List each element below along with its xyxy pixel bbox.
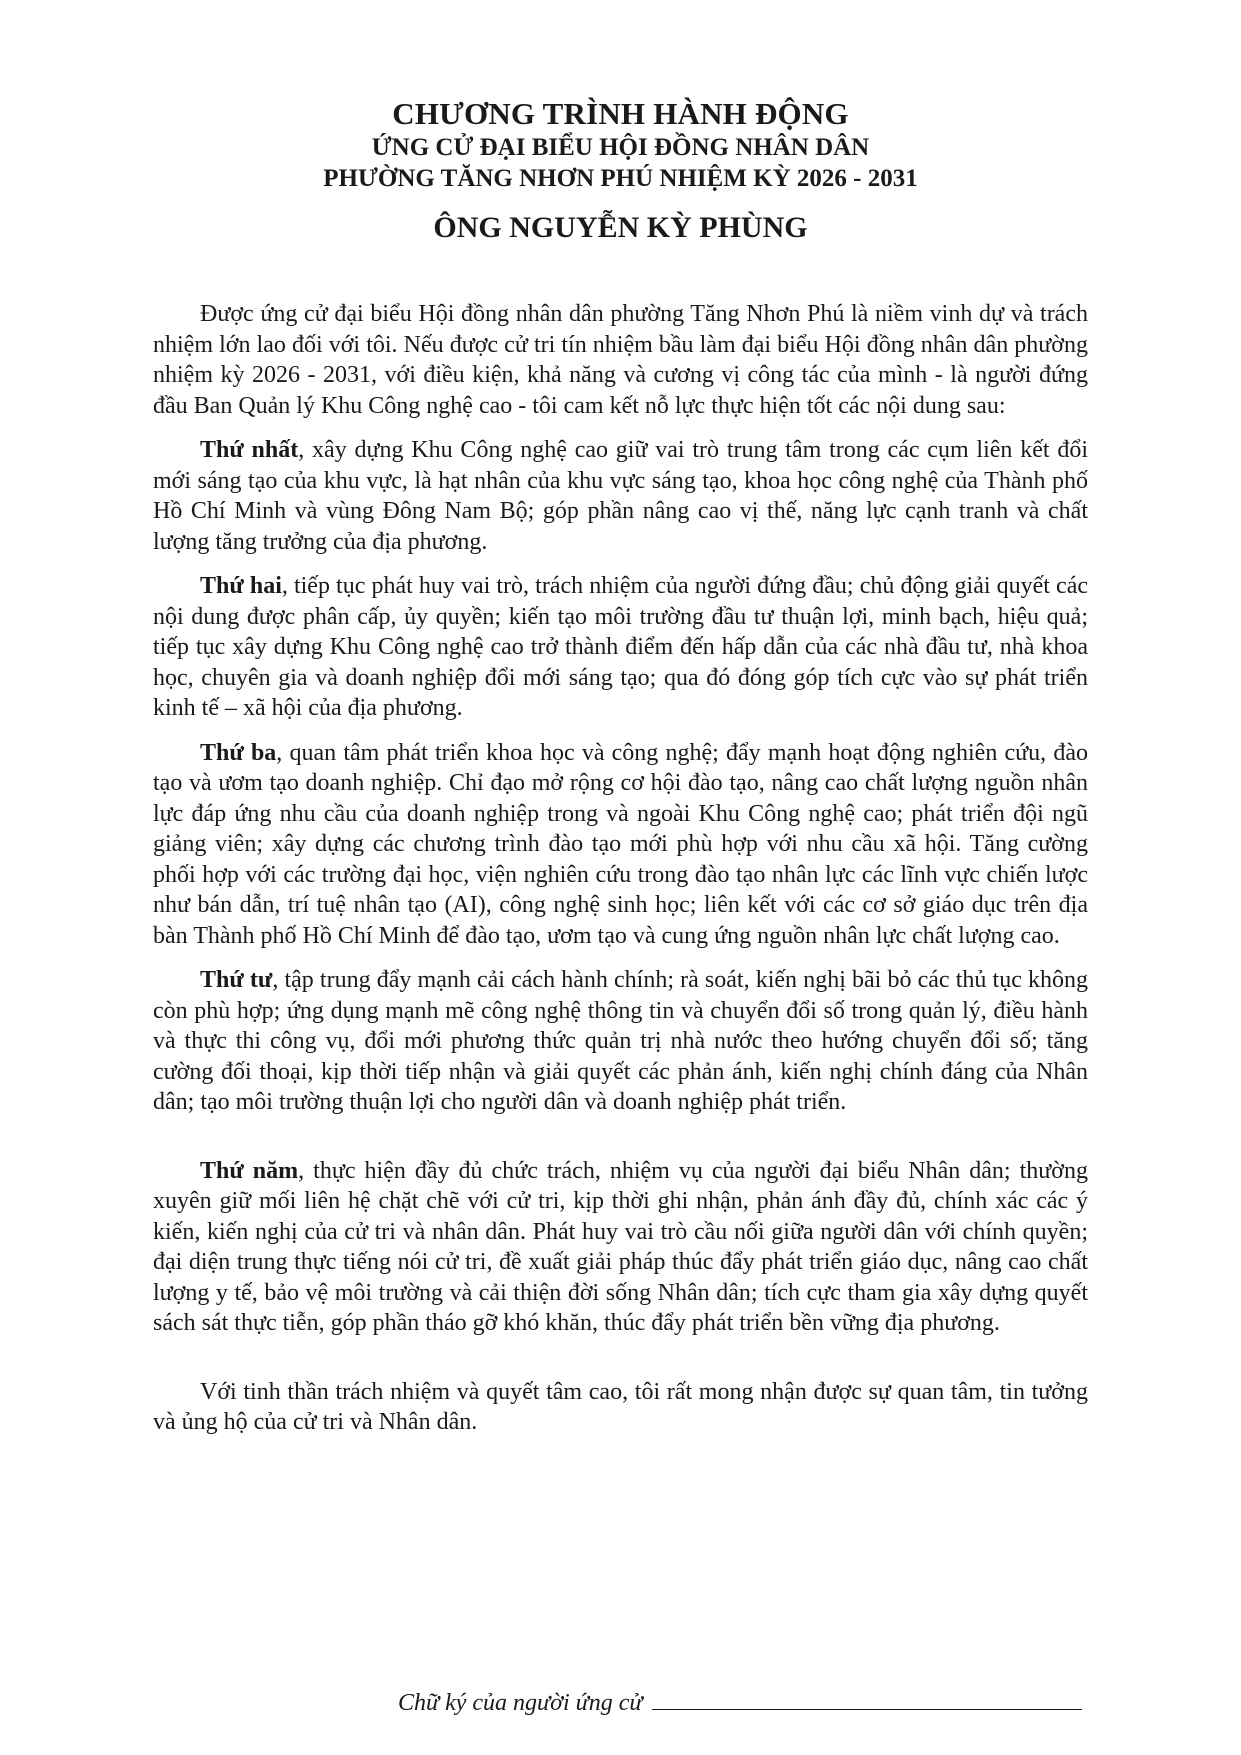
point-paragraph-4 (153, 965, 1088, 1118)
point-lead-3: Thứ ba (200, 739, 277, 766)
point-text-4: , tập trung đẩy mạnh cải cách hành chính; rà soát, kiến nghị bãi bỏ các thủ tục không còn phù hợp; ứng dụng mạnh mẽ công nghệ thông tin và chuyển đổi số trong quản lý, điều hành và thực thi công vụ, đổi mới phương thức quản trị nhà nước theo hướng chuyển đổi số; tăng cường đối thoại, kịp thời tiếp nhận và giải quyết các phản ánh, kiến nghị chính đáng của Nhân dân; tạo môi trường thuận lợi cho người dân và doanh nghiệp phát triển. (153, 967, 1088, 1115)
point-text-2: , tiếp tục phát huy vai trò, trách nhiệm của người đứng đầu; chủ động giải quyết các nội dung được phân cấp, ủy quyền; kiến tạo môi trường đầu tư thuận lợi, minh bạch, hiệu quả; tiếp tục xây dựng Khu Công nghệ cao trở thành điểm đến hấp dẫn của các nhà đầu tư, nhà khoa học, chuyên gia và doanh nghiệp đổi mới sáng tạo; qua đó đóng góp tích cực vào sự phát triển kinh tế – xã hội của địa phương. (153, 573, 1088, 721)
signature-line[interactable] (652, 1689, 1082, 1710)
document-subtitle-1: ỨNG CỬ ĐẠI BIỂU HỘI ĐỒNG NHÂN DÂN (371, 134, 870, 161)
point-lead-1: Thứ nhất (200, 437, 299, 463)
point-lead-5: Thứ năm (200, 1157, 299, 1184)
signature-block (398, 1688, 1098, 1718)
document-title: CHƯƠNG TRÌNH HÀNH ĐỘNG (392, 96, 849, 131)
point-text-1: , xây dựng Khu Công nghệ cao giữ vai trò trung tâm trong các cụm liên kết đổi mới sáng tạo của khu vực, là hạt nhân của khu vực sáng tạo, khoa học công nghệ của Thành phố Hồ Chí Minh và vùng Đông Nam Bộ; góp phần nâng cao vị thế, năng lực cạnh tranh và chất lượng tăng trưởng của địa phương. (153, 437, 1088, 555)
document-subtitle-2: PHƯỜNG TĂNG NHƠN PHÚ NHIỆM KỲ 2026 - 2031 (323, 165, 918, 192)
point-paragraph-1 (153, 435, 1088, 557)
point-paragraph-2 (153, 571, 1088, 724)
point-lead-4: Thứ tư (200, 967, 273, 993)
signature-label: Chữ ký của người ứng cử (398, 1690, 643, 1716)
point-paragraph-3 (153, 738, 1088, 952)
point-paragraph-5 (153, 1156, 1088, 1339)
candidate-name: ÔNG NGUYỄN KỲ PHÙNG (433, 211, 808, 244)
intro-paragraph: Được ứng cử đại biểu Hội đồng nhân dân phường Tăng Nhơn Phú là niềm vinh dự và trách nhiệm lớn lao đối với tôi. Nếu được cử tri tín nhiệm bầu làm đại biểu Hội đồng nhân dân phường nhiệm kỳ 2026 - 2031, với điều kiện, khả năng và cương vị công tác của mình - là người đứng đầu Ban Quản lý Khu Công nghệ cao - tôi cam kết nỗ lực thực hiện tốt các nội dung sau: (153, 301, 1088, 419)
point-text-5: , thực hiện đầy đủ chức trách, nhiệm vụ của người đại biểu Nhân dân; thường xuyên giữ mối liên hệ chặt chẽ với cử tri, kịp thời ghi nhận, phản ánh đầy đủ, chính xác các ý kiến, kiến nghị của cử tri và nhân dân. Phát huy vai trò cầu nối giữa người dân với chính quyền; đại diện trung thực tiếng nói cử tri, đề xuất giải pháp thúc đẩy phát triển giáo dục, nâng cao chất lượng y tế, bảo vệ môi trường và cải thiện đời sống Nhân dân; tích cực tham gia xây dựng quyết sách sát thực tiễn, góp phần tháo gỡ khó khăn, thúc đẩy phát triển bền vững địa phương. (153, 1157, 1088, 1336)
document-body (153, 299, 1088, 1438)
closing-paragraph: Với tinh thần trách nhiệm và quyết tâm cao, tôi rất mong nhận được sự quan tâm, tin tưởng và ủng hộ của cử tri và Nhân dân. (153, 1378, 1088, 1435)
point-text-3: , quan tâm phát triển khoa học và công nghệ; đẩy mạnh hoạt động nghiên cứu, đào tạo và ươm tạo doanh nghiệp. Chỉ đạo mở rộng cơ hội đào tạo, nâng cao chất lượng nguồn nhân lực đáp ứng nhu cầu của doanh nghiệp trong và ngoài Khu Công nghệ cao; phát triển đội ngũ giảng viên; xây dựng các chương trình đào tạo mới phù hợp với nhu cầu xã hội. Tăng cường phối hợp với các trường đại học, viện nghiên cứu trong đào tạo nhân lực các lĩnh vực chiến lược như bán dẫn, trí tuệ nhân tạo (AI), công nghệ sinh học; liên kết với các cơ sở giáo dục trên địa bàn Thành phố Hồ Chí Minh để đào tạo, ươm tạo và cung ứng nguồn nhân lực chất lượng cao. (153, 739, 1089, 949)
point-lead-2: Thứ hai (200, 573, 282, 599)
document-header (0, 96, 1241, 246)
